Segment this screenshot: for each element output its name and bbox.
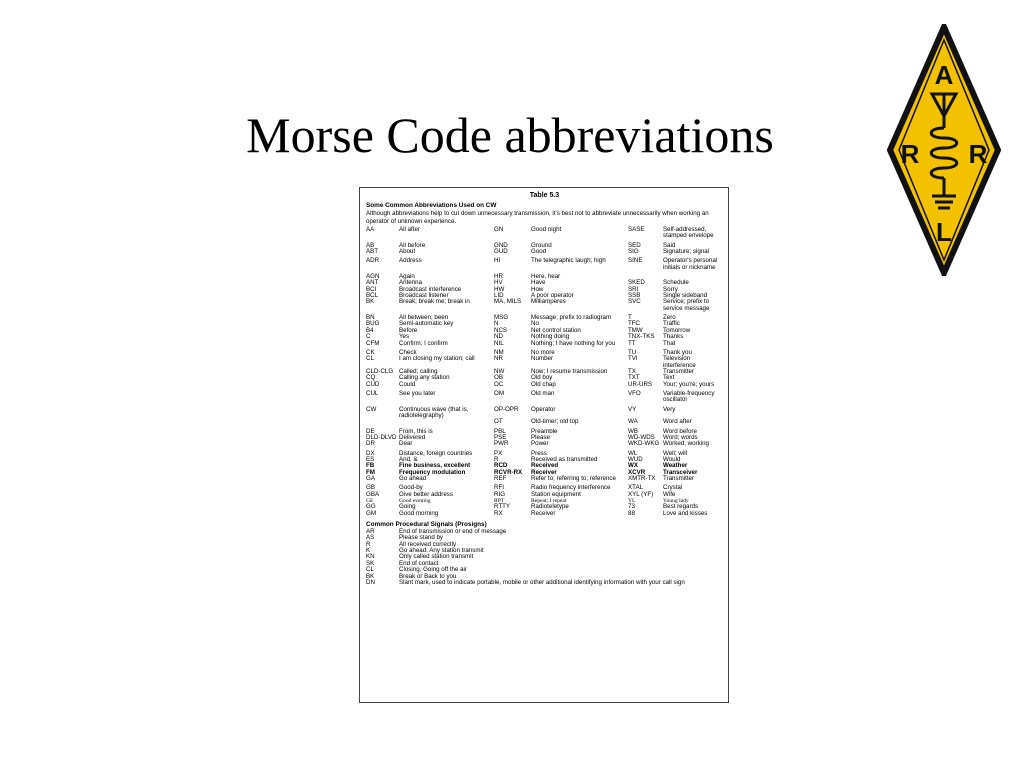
slide-title: Morse Code abbreviations — [246, 107, 774, 163]
meaning-cell: Word; words — [663, 433, 698, 441]
prosign-meaning: End of transmission or end of message — [399, 528, 507, 536]
abbreviation-cell: NIL — [494, 339, 504, 347]
abbreviation-cell: SRI — [628, 285, 639, 293]
abbreviation-cell: WX — [628, 462, 638, 470]
meaning-cell: Nothing; I have nothing for you — [531, 339, 616, 347]
meaning-cell: All before — [399, 241, 426, 249]
meaning-cell: Young lady — [663, 498, 689, 505]
abbreviation-cell: GB — [366, 484, 375, 492]
meaning-cell: Wife — [663, 490, 676, 498]
meaning-cell: Would — [663, 456, 681, 463]
abbreviation-cell: OT — [494, 418, 503, 426]
meaning-cell: From, this is — [399, 427, 433, 435]
table-row — [366, 341, 723, 347]
abbreviation-cell: TNX-TKS — [628, 333, 655, 341]
abbreviation-cell: WA — [628, 418, 638, 426]
abbreviation-cell: TMW — [628, 326, 643, 334]
prosign-code: R — [366, 540, 371, 548]
abbreviation-cell: RPT — [494, 498, 505, 505]
abbreviation-cell: TX — [628, 367, 636, 375]
meaning-cell: Calling any station — [399, 374, 450, 382]
table-row — [366, 299, 723, 312]
abbreviation-cell: TXT — [628, 374, 640, 382]
abbreviation-cell: TU — [628, 348, 637, 356]
logo-letter-bottom: L — [936, 217, 952, 247]
abbreviation-cell: RFI — [494, 484, 504, 492]
meaning-cell: Good — [531, 248, 547, 256]
abbreviation-cell: LID — [494, 292, 504, 300]
prosigns-heading: Common Procedural Signals (Prosigns) — [366, 521, 487, 529]
meaning-cell: Transmitter — [663, 475, 695, 483]
abbreviation-cell: ES — [366, 456, 375, 463]
abbreviation-cell: WL — [628, 449, 638, 457]
abbreviation-cell: TVI — [628, 355, 638, 363]
abbreviation-cell: GND — [494, 241, 508, 249]
meaning-cell: Good morning — [399, 509, 439, 517]
abbreviation-cell: WKD-WKG — [628, 440, 660, 448]
meaning-cell: Nothing doing — [531, 333, 570, 341]
meaning-cell: See you later — [399, 389, 436, 397]
meaning-cell: Single sideband — [663, 292, 708, 300]
abbreviation-cell: GG — [366, 503, 376, 511]
abbreviation-table — [366, 227, 723, 517]
meaning-cell: Fine business, excellent — [399, 462, 471, 470]
meaning-cell: Ground — [531, 241, 552, 249]
abbreviation-cell: VY — [628, 405, 637, 413]
meaning-cell: Milliamperes — [531, 298, 566, 306]
meaning-cell: Number — [531, 355, 554, 363]
meaning-cell: Please — [531, 433, 550, 441]
abbreviation-cell: UR-URS — [628, 380, 653, 388]
prosigns-table — [366, 529, 723, 586]
abbreviation-cell: DR — [366, 440, 375, 448]
abbreviation-cell: OB — [494, 374, 503, 382]
meaning-cell: Old man — [531, 389, 555, 397]
prosign-meaning: Go ahead. Any station transmit — [399, 547, 484, 555]
meaning-cell: Give better address — [399, 490, 453, 498]
abbreviation-cell: SIG — [628, 248, 639, 256]
meaning-cell: Dear — [399, 440, 413, 448]
abbreviation-cell: ANT — [366, 279, 379, 287]
abbreviation-cell: DLD-DLVD — [366, 433, 397, 441]
meaning-cell: Again — [399, 273, 415, 281]
meaning-cell: Tomorrow — [663, 326, 691, 334]
abbreviation-cell: PWR — [494, 440, 509, 448]
abbreviation-cell: SED — [628, 241, 641, 249]
meaning-cell: A poor operator — [531, 292, 574, 300]
meaning-cell: Receiver — [531, 509, 556, 517]
abbreviation-cell: GA — [366, 475, 375, 483]
abbreviation-cell: RTTY — [494, 503, 511, 511]
meaning-cell: Going — [399, 503, 416, 511]
abbreviation-cell: SSB — [628, 292, 641, 300]
abbreviation-cell: GE — [366, 498, 374, 505]
meaning-cell: About — [399, 248, 416, 256]
prosign-meaning: Please stand by — [399, 534, 444, 542]
abbreviation-cell: GN — [494, 226, 504, 233]
meaning-cell: No more — [531, 348, 555, 356]
meaning-cell: Television interference — [663, 355, 696, 369]
meaning-cell: Old-timer; old top — [531, 418, 579, 426]
meaning-cell: Received — [531, 462, 559, 470]
meaning-cell: That — [663, 339, 676, 347]
table-row — [366, 356, 723, 369]
abbreviation-cell: BUG — [366, 320, 380, 328]
meaning-cell: Text — [663, 374, 675, 382]
abbreviation-cell: CQ — [366, 374, 376, 382]
abbreviation-cell: CUD — [366, 380, 380, 388]
meaning-cell: Delivered — [399, 433, 426, 441]
table-row — [366, 476, 723, 482]
abbreviation-cell: AB — [366, 241, 375, 249]
abbreviation-cell: BCI — [366, 285, 377, 293]
abbreviation-cell: SINE — [628, 257, 643, 265]
abbreviation-cell: TFC — [628, 320, 641, 328]
prosign-meaning: Slant mark, used to indicate portable, mobile or other additional identifying information with your call sign — [399, 578, 685, 586]
abbreviation-cell: AGN — [366, 273, 380, 281]
abbreviation-cell: T — [628, 314, 632, 322]
prosign-meaning: Only called station transmit — [399, 553, 474, 561]
meaning-cell: Could — [399, 380, 416, 388]
meaning-cell: Very — [663, 405, 676, 413]
abbreviation-cell: PSE — [494, 433, 507, 441]
meaning-cell: Zero — [663, 314, 676, 322]
prosign-code: DN — [366, 578, 375, 586]
meaning-cell: Go ahead — [399, 475, 427, 483]
abbreviation-cell: C — [366, 333, 371, 341]
meaning-cell: Thank you — [663, 348, 692, 356]
abbreviation-cell: ABT — [366, 248, 379, 256]
abbreviation-cell: B4 — [366, 326, 374, 334]
meaning-cell: Address — [399, 257, 422, 265]
abbreviation-cell: TT — [628, 339, 636, 347]
table-row — [366, 391, 723, 404]
meaning-cell: Schedule — [663, 279, 689, 287]
meaning-cell: Called; calling — [399, 367, 438, 375]
meaning-cell: Before — [399, 326, 418, 334]
meaning-cell: Old boy — [531, 374, 553, 382]
arrl-logo — [887, 24, 1001, 276]
prosign-code: SK — [366, 559, 375, 567]
meaning-cell: The telegraphic laugh; high — [531, 257, 606, 265]
abbreviation-cell: HR — [494, 273, 503, 281]
meaning-cell: Love and kisses — [663, 509, 708, 517]
table-row — [366, 511, 723, 517]
meaning-cell: Refer to; referring to; reference — [531, 475, 616, 483]
abbreviation-cell: FB — [366, 462, 375, 470]
abbreviation-cell: SVC — [628, 298, 641, 306]
abbreviation-cell: YL — [628, 498, 636, 505]
meaning-cell: Good-by — [399, 484, 423, 492]
abbreviation-cell: NCS — [494, 326, 508, 334]
prosign-meaning: End of contact — [399, 559, 439, 567]
meaning-cell: All after — [399, 226, 420, 233]
abbreviation-cell: XYL (YF) — [628, 490, 654, 498]
meaning-cell: Sorry — [663, 285, 678, 293]
prosign-meaning: All received correctly — [399, 540, 457, 548]
abbreviation-cell: GM — [366, 509, 376, 517]
table-heading: Some Common Abbreviations Used on CW — [366, 202, 497, 209]
abbreviation-cell: 73 — [628, 503, 635, 511]
meaning-cell: Operator — [531, 405, 556, 413]
meaning-cell: Confirm; I confirm — [399, 339, 448, 347]
abbreviation-cell: FM — [366, 468, 375, 476]
abbreviation-cell: HV — [494, 279, 503, 287]
abbreviation-cell: R — [494, 456, 499, 463]
prosign-code: BK — [366, 572, 375, 580]
meaning-cell: Preamble — [531, 427, 558, 435]
meaning-cell: I am closing my station; call — [399, 355, 475, 363]
prosign-code: CL — [366, 566, 374, 574]
abbreviation-cell: REF — [494, 475, 507, 483]
meaning-cell: Word before — [663, 427, 697, 435]
meaning-cell: All between; been — [399, 314, 449, 322]
meaning-cell: Good night — [531, 226, 562, 233]
meaning-cell: Variable-frequency oscillator — [663, 389, 715, 404]
meaning-cell: Station equipment — [531, 490, 581, 498]
meaning-cell: Word after — [663, 418, 692, 426]
meaning-cell: Check — [399, 348, 417, 356]
abbreviation-cell: NM — [494, 348, 504, 356]
abbreviation-cell: RX — [494, 509, 503, 517]
abbreviation-cell: ADR — [366, 257, 380, 265]
abbreviation-cell: AA — [366, 226, 375, 233]
meaning-cell: Message; prefix to radiogram — [531, 314, 612, 322]
meaning-cell: Signature; signal — [663, 248, 710, 256]
meaning-cell: Crystal — [663, 484, 683, 492]
abbreviation-cell: CLD-CLG — [366, 367, 394, 375]
abbreviation-cell: PBL — [494, 427, 506, 435]
meaning-cell: Receiver — [531, 468, 557, 476]
prosign-meaning: Closing. Going off the air — [399, 566, 467, 574]
meaning-cell: Broadcast listener — [399, 292, 449, 300]
abbreviation-cell: OP-OPR — [494, 405, 519, 413]
meaning-cell: Worked; working — [663, 440, 709, 448]
meaning-cell: Operator's personal initials or nickname — [663, 257, 718, 271]
table-row — [366, 227, 723, 240]
prosign-code: AR — [366, 528, 375, 536]
abbreviation-cell: BK — [366, 298, 375, 306]
meaning-cell: Your; you're; yours — [663, 380, 715, 388]
abbreviation-cell: OC — [494, 380, 504, 388]
abbreviation-table-image — [359, 187, 729, 703]
meaning-cell: Weather — [663, 462, 688, 470]
meaning-cell: Power — [531, 440, 549, 448]
meaning-cell: Radio frequency interference — [531, 484, 611, 492]
logo-letter-right: R — [968, 139, 988, 169]
abbreviation-cell: BN — [366, 314, 375, 322]
abbreviation-cell: SKED — [628, 279, 645, 287]
abbreviation-cell: HW — [494, 285, 505, 293]
abbreviation-cell: WUD — [628, 456, 643, 463]
logo-letter-top: A — [934, 60, 954, 90]
abbreviation-cell: 88 — [628, 509, 635, 517]
abbreviation-cell: CK — [366, 348, 375, 356]
abbreviation-cell: HI — [494, 257, 501, 265]
abbreviation-cell: NW — [494, 367, 505, 375]
table-row — [366, 258, 723, 271]
meaning-cell: No — [531, 320, 539, 328]
meaning-cell: Thanks — [663, 333, 684, 341]
meaning-cell: Transmitter — [663, 367, 695, 375]
abbreviation-cell: GBA — [366, 490, 380, 498]
meaning-cell: Semi-automatic key — [399, 320, 454, 328]
meaning-cell: Radioteletype — [531, 503, 569, 511]
meaning-cell: Said — [663, 241, 676, 249]
prosign-row — [366, 580, 723, 586]
meaning-cell: Here, hear — [531, 273, 561, 281]
abbreviation-cell: RIG — [494, 490, 506, 498]
table-intro: Although abbreviations help to cut down unnecessary transmission, it's best not to abbreviate unnecessarily when working an operator of unknown experience. — [366, 210, 709, 225]
table-number: Table 5.3 — [529, 192, 560, 199]
meaning-cell: And, & — [399, 456, 418, 463]
abbreviation-cell: RCVR-RX — [494, 468, 523, 476]
prosign-code: K — [366, 547, 371, 555]
meaning-cell: Repeat; I repeat — [531, 498, 567, 505]
abbreviation-cell: WB — [628, 427, 638, 435]
meaning-cell: Net control station — [531, 326, 581, 334]
abbreviation-cell: MSG — [494, 314, 509, 322]
meaning-cell: How — [531, 285, 544, 293]
abbreviation-cell: ND — [494, 333, 503, 341]
meaning-cell: Good evening — [399, 498, 431, 505]
meaning-cell: Yes — [399, 333, 410, 341]
abbreviation-cell: RCD — [494, 462, 508, 470]
abbreviation-cell: PX — [494, 449, 503, 457]
meaning-cell: Now; I resume transmission — [531, 367, 608, 375]
meaning-cell: Press — [531, 449, 547, 457]
prosign-code: AS — [366, 534, 375, 542]
abbreviation-cell: OM — [494, 389, 504, 397]
prosign-meaning: Break or Back to you — [399, 572, 457, 580]
abbreviation-cell: BCL — [366, 292, 379, 300]
abbreviation-cell: CFM — [366, 339, 380, 347]
abbreviation-cell: CL — [366, 355, 374, 363]
meaning-cell: Transceiver — [663, 468, 698, 476]
abbreviation-cell: VFO — [628, 389, 641, 397]
abbreviation-cell: XMTR-TX — [628, 475, 656, 483]
meaning-cell: Frequency modulation — [399, 468, 466, 476]
abbreviation-cell: DE — [366, 427, 375, 435]
abbreviation-cell: N — [494, 320, 499, 328]
meaning-cell: Antenna — [399, 279, 423, 287]
meaning-cell: Old chap — [531, 380, 556, 388]
meaning-cell: Service; prefix to service message — [663, 298, 710, 312]
meaning-cell: Received as transmitted — [531, 456, 598, 463]
meaning-cell: Break; break me; break in — [399, 298, 470, 306]
abbreviation-cell: XTAL — [628, 484, 644, 492]
abbreviation-cell: GUD — [494, 248, 508, 256]
abbreviation-cell: WD-WDS — [628, 433, 655, 441]
logo-letter-left: R — [900, 139, 920, 169]
abbreviation-cell: DX — [366, 449, 375, 457]
prosign-code: KN — [366, 553, 375, 561]
abbreviation-cell: MA, MILS — [494, 298, 522, 306]
meaning-cell: Traffic — [663, 320, 680, 328]
meaning-cell: Continuous wave (that is, radiotelegraphy) — [399, 405, 469, 419]
meaning-cell: Best regards — [663, 503, 699, 511]
meaning-cell: Well; will — [663, 449, 687, 457]
abbreviation-cell: XCVR — [628, 468, 646, 476]
abbreviation-cell: NR — [494, 355, 503, 363]
meaning-cell: Self-addressed, stamped envelope — [663, 226, 714, 240]
meaning-cell: Have — [531, 279, 546, 287]
meaning-cell: Distance, foreign countries — [399, 449, 473, 457]
abbreviation-cell: SASE — [628, 226, 645, 233]
abbreviation-cell: CW — [366, 405, 377, 413]
meaning-cell: Broadcast interference — [399, 285, 462, 293]
abbreviation-cell: CUL — [366, 389, 379, 397]
